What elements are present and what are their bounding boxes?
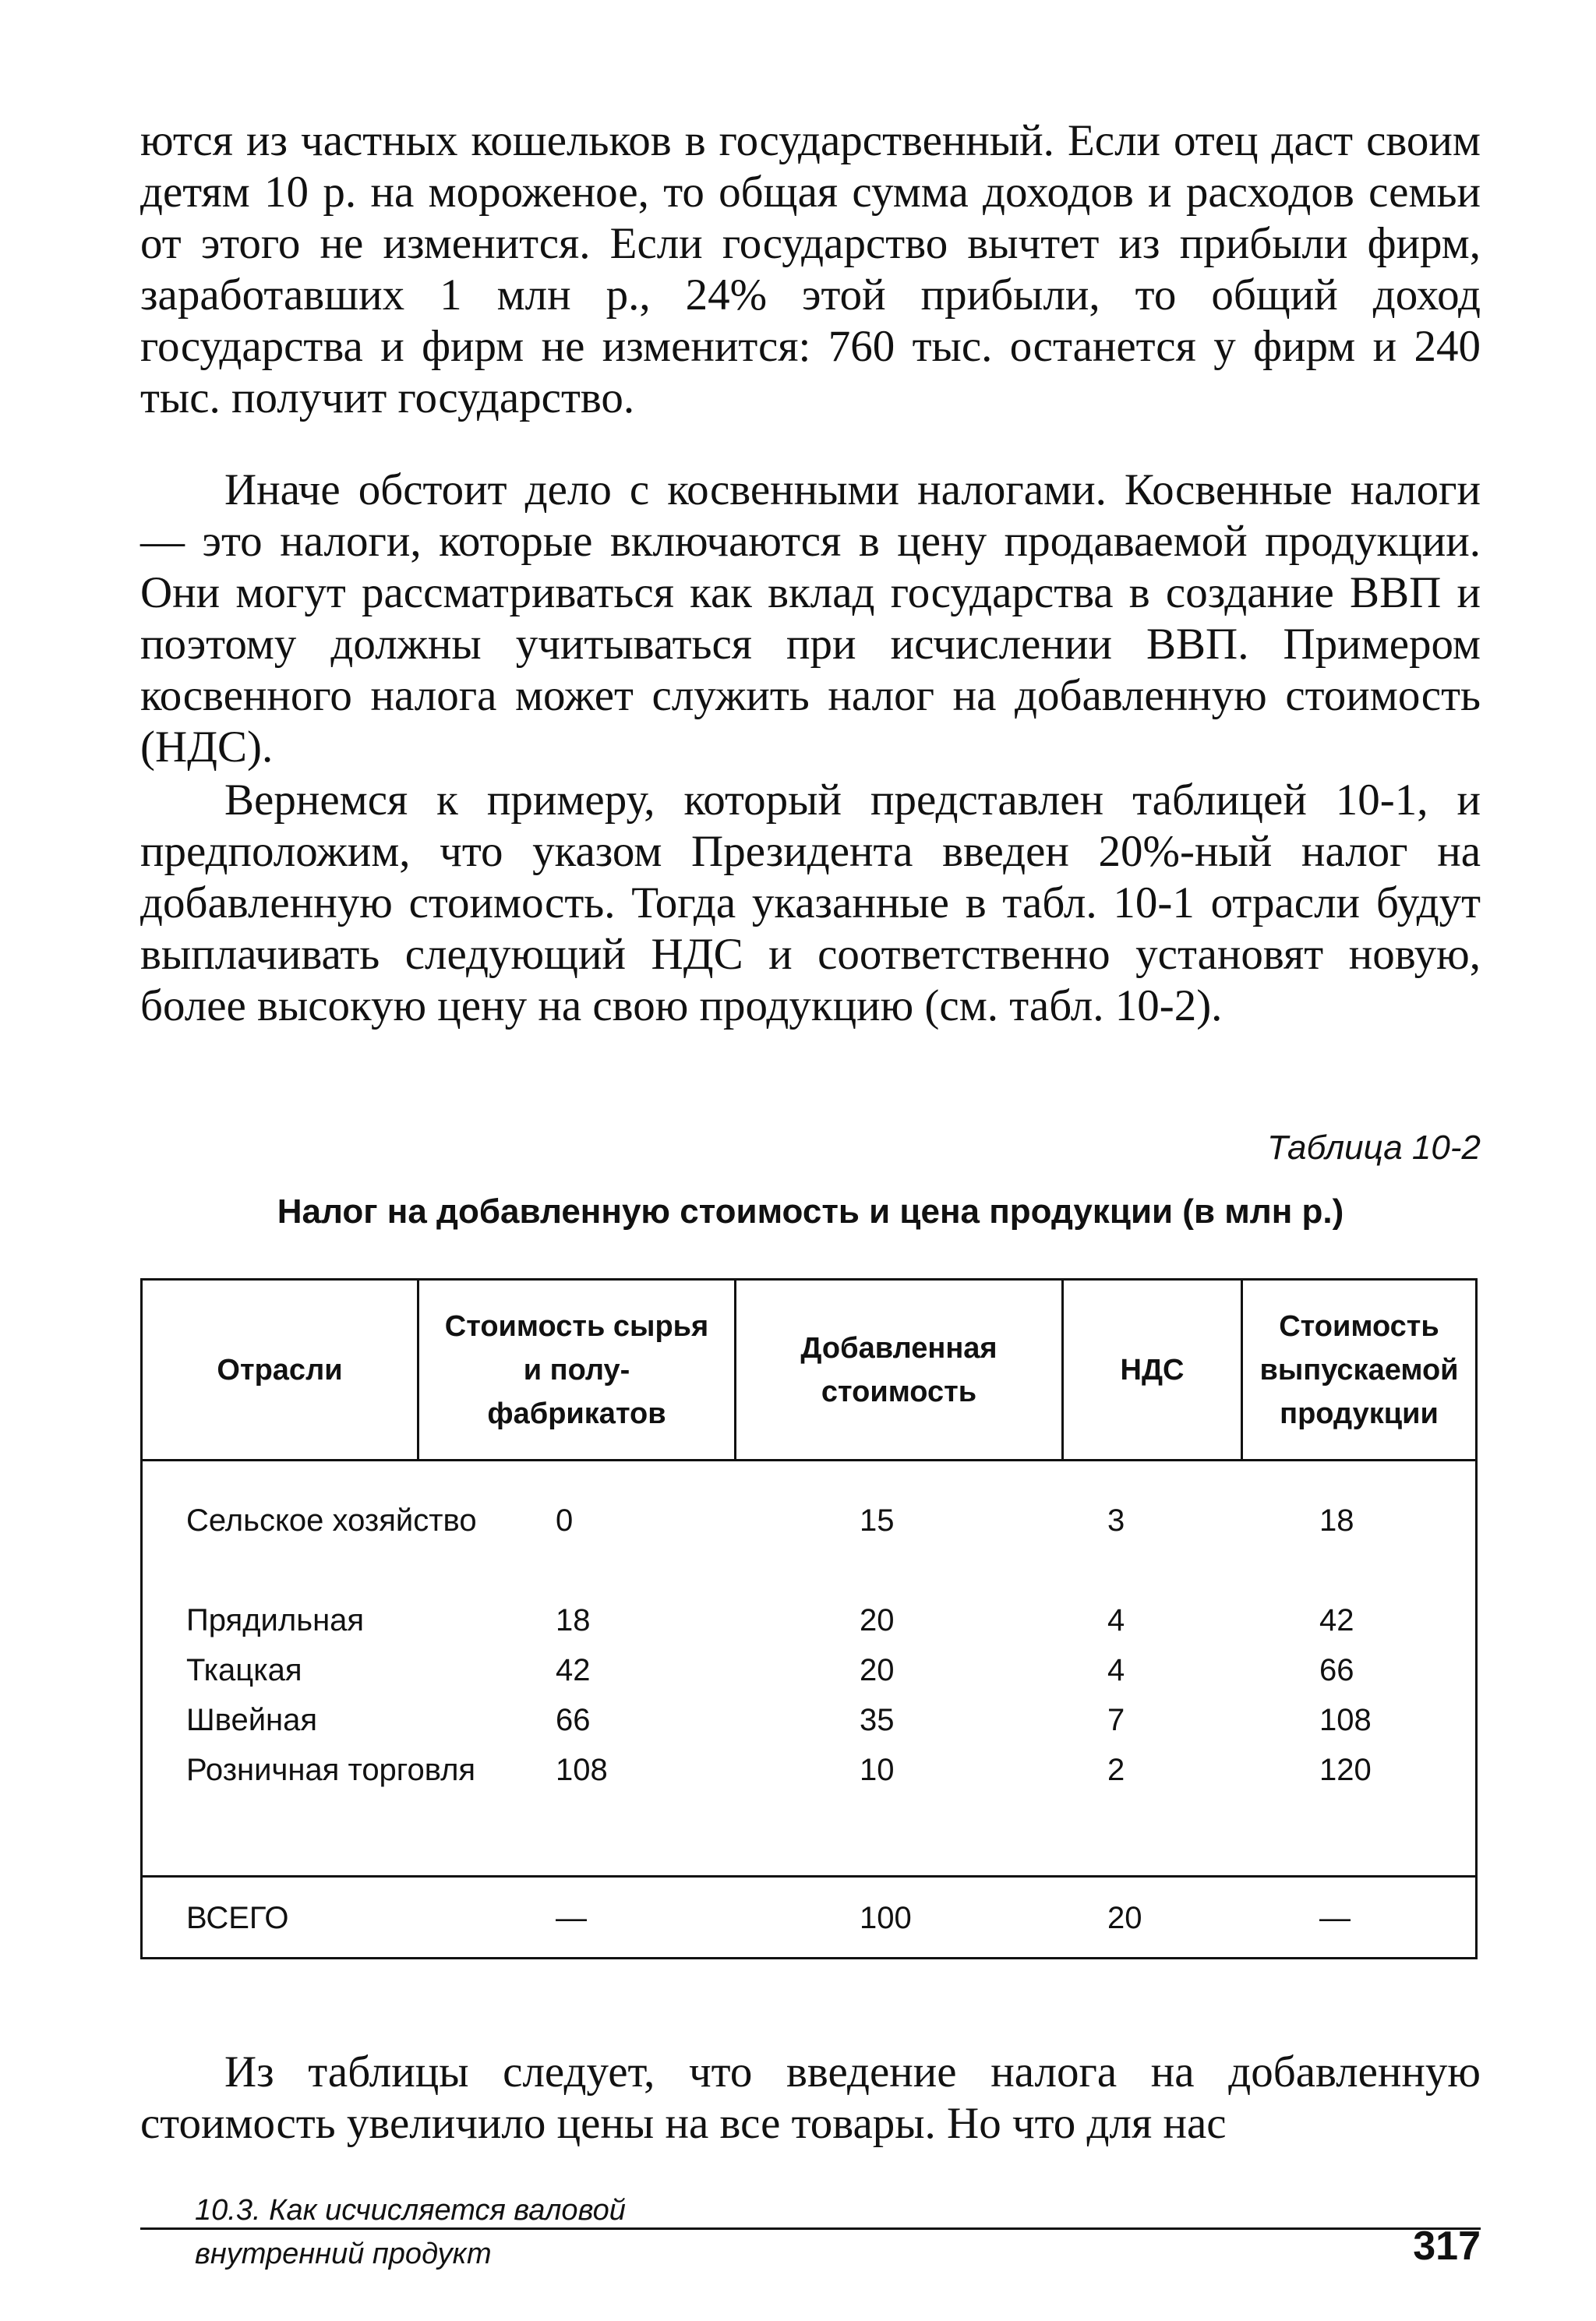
- header-cell-output-value: Стоимость выпускаемой продукции: [1241, 1281, 1475, 1459]
- running-footer-section: 10.3. Как исчисляется валовой: [195, 2194, 626, 2227]
- cell-input-cost: 42: [556, 1653, 591, 1687]
- paragraph-text: ются из частных кошельков в государственный. Если отец даст своим детям 10 р. на мороженое, то общая сумма доходов и расходов семьи от этого не изменится. Если государство вычтет из прибыли фирм, заработавших 1 млн р., 24% этой прибыли, то общий доход государства и фирм не изменится: 760 тыс. останется у фирм и 240 тыс. получит государство.: [140, 116, 1481, 422]
- paragraph-text: Иначе обстоит дело с косвенными налогами. Косвенные налоги — это налоги, которые включаются в цену продаваемой продукции. Они могут рассматриваться как вклад государства в создание ВВП и поэтому должны учитываться при исчислении ВВП. Примером косвенного налога может служить налог на добавленную стоимость (НДС).: [140, 465, 1481, 772]
- running-footer-title: внутренний продукт: [195, 2238, 492, 2270]
- footer-rule: [140, 2227, 1481, 2230]
- paragraph-text: Из таблицы следует, что введение налога на добавленную стоимость увеличило цены на все товары. Но что для нас: [140, 2047, 1481, 2148]
- header-cell-sector: Отрасли: [217, 1353, 343, 1387]
- cell-value-added: 15: [860, 1503, 895, 1538]
- page-number: 317: [1413, 2224, 1481, 2269]
- paragraph: [140, 465, 1481, 773]
- table-title: Налог на добавленную стоимость и цена продукции (в млн р.): [277, 1192, 1344, 1231]
- header-cell-vat: НДС: [1061, 1281, 1241, 1459]
- cell-sector: Прядильная: [186, 1603, 365, 1637]
- table-body: [143, 1461, 1475, 1878]
- cell-sector: Ткацкая: [186, 1653, 302, 1687]
- cell-output-value: 120: [1319, 1753, 1372, 1787]
- cell-value-added: 10: [860, 1753, 895, 1787]
- cell-total-output-value: —: [1319, 1901, 1351, 1935]
- cell-vat: 2: [1107, 1753, 1125, 1787]
- cell-vat: 3: [1107, 1503, 1125, 1538]
- cell-output-value: 108: [1319, 1703, 1372, 1737]
- cell-total-input-cost: —: [556, 1901, 587, 1935]
- table-caption: Таблица 10-2: [1267, 1129, 1481, 1167]
- cell-output-value: 66: [1319, 1653, 1354, 1687]
- cell-vat: 4: [1107, 1603, 1125, 1637]
- cell-output-value: 18: [1319, 1503, 1354, 1538]
- paragraph: [140, 2047, 1481, 2150]
- cell-sector: Сельское хозяйство: [186, 1503, 477, 1538]
- cell-value-added: 20: [860, 1653, 895, 1687]
- cell-total-value-added: 100: [860, 1901, 912, 1935]
- paragraph: [140, 115, 1481, 424]
- header-cell-input-cost: Стоимость сырья и полуфабрикатов: [417, 1281, 734, 1459]
- cell-value-added: 35: [860, 1703, 895, 1737]
- cell-input-cost: 108: [556, 1753, 608, 1787]
- cell-vat: 7: [1107, 1703, 1125, 1737]
- cell-output-value: 42: [1319, 1603, 1354, 1637]
- cell-value-added: 20: [860, 1603, 895, 1637]
- cell-input-cost: 18: [556, 1603, 591, 1637]
- cell-total-label: ВСЕГО: [186, 1901, 289, 1935]
- cell-total-vat: 20: [1107, 1901, 1142, 1935]
- cell-vat: 4: [1107, 1653, 1125, 1687]
- table-header: [143, 1281, 1475, 1461]
- cell-sector: Розничная торговля: [186, 1753, 476, 1787]
- paragraph-text: Вернемся к примеру, который представлен таблицей 10-1, и предположим, что указом Президента введен 20%-ный налог на добавленную стоимость. Тогда указанные в табл. 10-1 отрасли будут выплачивать следующий НДС и соответственно установят новую, более высокую цену на свою продукцию (см. табл. 10-2).: [140, 775, 1481, 1030]
- header-cell-value-added: Добавленная стоимость: [734, 1281, 1061, 1459]
- paragraph: [140, 775, 1481, 1032]
- cell-sector: Швейная: [186, 1703, 318, 1737]
- table-total-row: [143, 1878, 1475, 1957]
- cell-input-cost: 0: [556, 1503, 574, 1538]
- cell-input-cost: 66: [556, 1703, 591, 1737]
- data-table: [140, 1278, 1478, 1959]
